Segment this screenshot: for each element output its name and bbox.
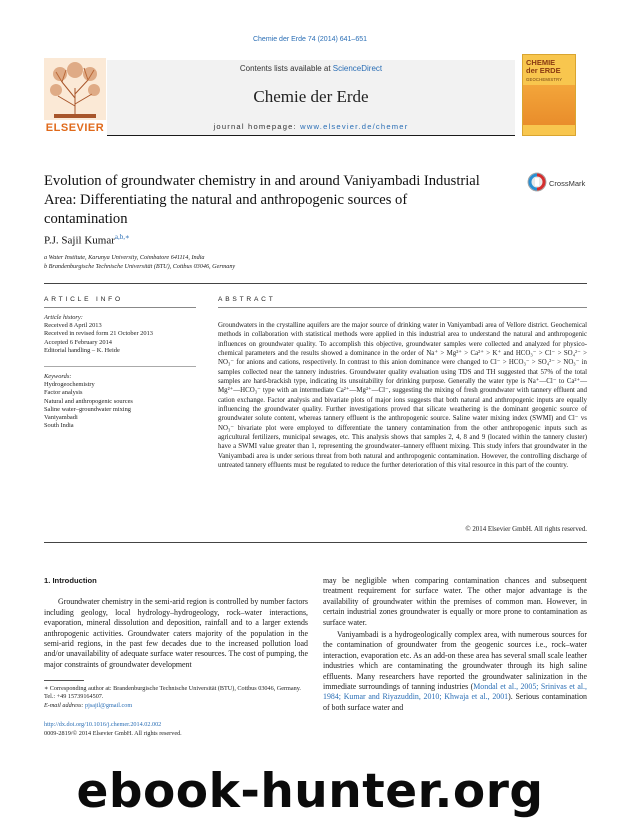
intro-paragraph-2-text: Vaniyambadi is a hydrogeologically complex area, with numerous sources for the contamination of groundwater from the geogenic sources i.e., rock–water interaction, evaporation etc. As an add-on these area has several small scale leather industries which are contaminating the groundwater through its high saline effluents. Many researchers have reported the groundwater salinization in the immediate surroundings of tanning industries ( xyxy=(323,630,587,692)
author-affiliation-marks[interactable]: a,b,∗ xyxy=(114,233,130,241)
article-title: Evolution of groundwater chemistry in and around Vaniyambadi Industrial Area: Differentiating the natural and anthropogenic sources of contamination xyxy=(44,173,480,227)
intro-paragraph-1: Groundwater chemistry in the semi-arid region is controlled by number factors including geology, local hydrology–hydrogeology, rock–water interactions, evaporation, mineral dissolution and deposition, rainfall and to a larger extends anthropogenic activities. Groundwater caters majority of the population in the semi-arid regions, in the past few decades due to the increased pollution load and/or unavailability of adequate surface water resources. The cost of pumping, the major constraints of groundwater development xyxy=(44,597,308,669)
abstract-text: Groundwaters in the crystalline aquifers are the major source of drinking water in Vaniyambadi area of Vellore district. Geochemical methods in collaboration with statistical methods were applied in this industrial area to understand the natural and anthropogenic influences on groundwater quality. To accomplish this objective, groundwater samples were collected and analyzed for physico-chemical parameters and the results showed a dominance in the order of Na⁺ > Mg²⁺ > Ca²⁺ > K⁺ and HCO₃⁻ > Cl⁻ > SO₄²⁻ > NO₃⁻ for anions and cations, respectively. In contrast to this anion dominance were changed to Cl⁻ > HCO₃⁻ > SO₄²⁻ > NO₃⁻ in samples collected near the tannery industries. Groundwater quality evaluation using TDS and TH suggested that 57% of the total samples are hard-brackish type, indicating its unsuitability for drinking purpose. Generally the water type is Na⁺—Cl⁻ to Ca²⁺—Mg²⁺—HCO₃⁻ type with an intermediate Ca²⁺—Mg²⁺—Cl⁻, suggesting the mixing of fresh groundwater with tannery effluent and cation exchange. Factor analysis and bivariate plots of major ions suggests that both natural and anthropogenic inputs are equally influencing the groundwater quality. Further investigations proved that silicate weathering is the dominant geogenic source of groundwater solute content, whereas tannery effluent is the anthropogenic source. Saline water mixing index (SWMI) and Cl⁻ vs NO₃⁻ bivariate plot were employed to differentiate the tannery contamination from the other anthropogenic inputs such as agricultural fertilizers, municipal sewages, etc. This analysis shows that samples 2, 4, 8 and 9 (located within the tannery cluster) have a SWMI value greater than 1, representing the groundwater–tannery effluent mixing. This study infers that groundwater in the Vaniyambadi area is under serious threat from both natural and anthropogenic contamination. However, the controlling discharge of untreated tannery effluents must be regulated to reduce the further deterioration of this vital resource in this part of the country. xyxy=(218,322,587,470)
keywords-label: Keywords: xyxy=(44,373,72,380)
doi-link[interactable]: http://dx.doi.org/10.1016/j.chemer.2014.02.002 xyxy=(44,721,162,728)
affiliation-b: b Brandenburgische Technische Universität (BTU), Cottbus 03046, Germany xyxy=(44,263,236,270)
body-left-column xyxy=(44,576,308,670)
email-link[interactable]: pjsajil@gmail.com xyxy=(85,702,133,709)
crossmark-label: CrossMark xyxy=(549,179,586,188)
article-history xyxy=(44,314,194,355)
watermark-text: ebook-hunter.org xyxy=(76,764,544,819)
corresponding-author-footnote: ∗ Corresponding author at: Brandenburgische Technische Universität (BTU), Cottbus 03046, Germany. Tel.: +49 15739164507. xyxy=(44,685,301,700)
keyword: Natural and anthropogenic sources xyxy=(44,397,133,405)
section-1-heading: 1. Introduction xyxy=(44,576,97,585)
footnote-rule xyxy=(44,680,84,681)
divider-abstract xyxy=(218,307,587,308)
homepage-link[interactable]: www.elsevier.de/chemer xyxy=(300,122,409,131)
journal-title: Chemie der Erde xyxy=(253,87,369,106)
citation-links[interactable]: Mondal et al., 2005; Srinivas et al., 1984; Kumar and Riyazuddin, 2010; Khwaja et al., 2001 xyxy=(323,682,587,702)
intro-paragraph-2 xyxy=(323,630,587,713)
history-received: Received 8 April 2013 xyxy=(44,322,102,330)
author-name: P.J. Sajil Kumar xyxy=(44,234,115,247)
divider-bottom xyxy=(44,542,587,543)
keyword: Saline water–groundwater mixing xyxy=(44,405,131,413)
keywords xyxy=(44,373,194,430)
keyword: Vaniyambadi xyxy=(44,414,78,422)
divider-info xyxy=(44,307,196,308)
affiliation-a: a Water Institute, Karunya University, Coimbatore 641114, India xyxy=(44,254,205,261)
journal-cover-thumbnail[interactable] xyxy=(522,54,576,136)
cover-title-line-2: der ERDE xyxy=(526,66,561,75)
journal-homepage-line xyxy=(107,122,515,131)
crossmark-icon xyxy=(527,172,547,192)
doi-line xyxy=(44,721,308,729)
article-history-label: Article history: xyxy=(44,314,83,321)
elsevier-wordmark: ELSEVIER xyxy=(45,122,105,134)
body-right-column xyxy=(323,576,587,713)
email-footnote xyxy=(44,702,308,710)
contents-available-line xyxy=(107,64,515,73)
keyword: Factor analysis xyxy=(44,389,83,397)
abstract-heading: ABSTRACT xyxy=(218,296,276,303)
issn-line: 0009-2819/© 2014 Elsevier GmbH. All rights reserved. xyxy=(44,730,182,737)
sciencedirect-link[interactable]: ScienceDirect xyxy=(332,64,383,73)
keyword: Hydrogeochemistry xyxy=(44,381,95,389)
homepage-prefix: journal homepage: xyxy=(213,122,301,131)
divider-keywords xyxy=(44,366,196,367)
contents-prefix: Contents lists available at xyxy=(239,64,333,73)
intro-paragraph-2-tail: ). Serious contamination of both surface water and xyxy=(323,692,588,712)
article-info-heading: ARTICLE INFO xyxy=(44,296,123,303)
crossmark-badge[interactable] xyxy=(527,172,595,196)
history-editorial: Editorial handling – K. Heide xyxy=(44,346,120,354)
intro-paragraph-continued: may be negligible when comparing contamination chances and subsequent treatment requirement for surface water. The other major advantage is the availability of groundwater within the premises of common man. However, in certain industrial zones groundwater is equally or more prone to contamination as surface water. xyxy=(323,576,587,627)
divider-top xyxy=(44,283,587,284)
cover-subtitle: GEOCHEMISTRY xyxy=(526,77,563,82)
email-label: E-mail address: xyxy=(44,702,86,709)
journal-reference-text[interactable]: Chemie der Erde 74 (2014) 641–651 xyxy=(252,36,368,43)
cover-title xyxy=(526,59,561,75)
cover-band xyxy=(523,85,576,125)
journal-reference[interactable] xyxy=(0,36,620,43)
author-line xyxy=(44,233,130,247)
keyword: South India xyxy=(44,422,74,430)
history-accepted: Accepted 6 February 2014 xyxy=(44,338,112,346)
history-revised: Received in revised form 21 October 2013 xyxy=(44,330,153,338)
abstract-copyright: © 2014 Elsevier GmbH. All rights reserved. xyxy=(465,526,587,533)
cover-title-line-1: CHEMIE xyxy=(526,58,556,67)
